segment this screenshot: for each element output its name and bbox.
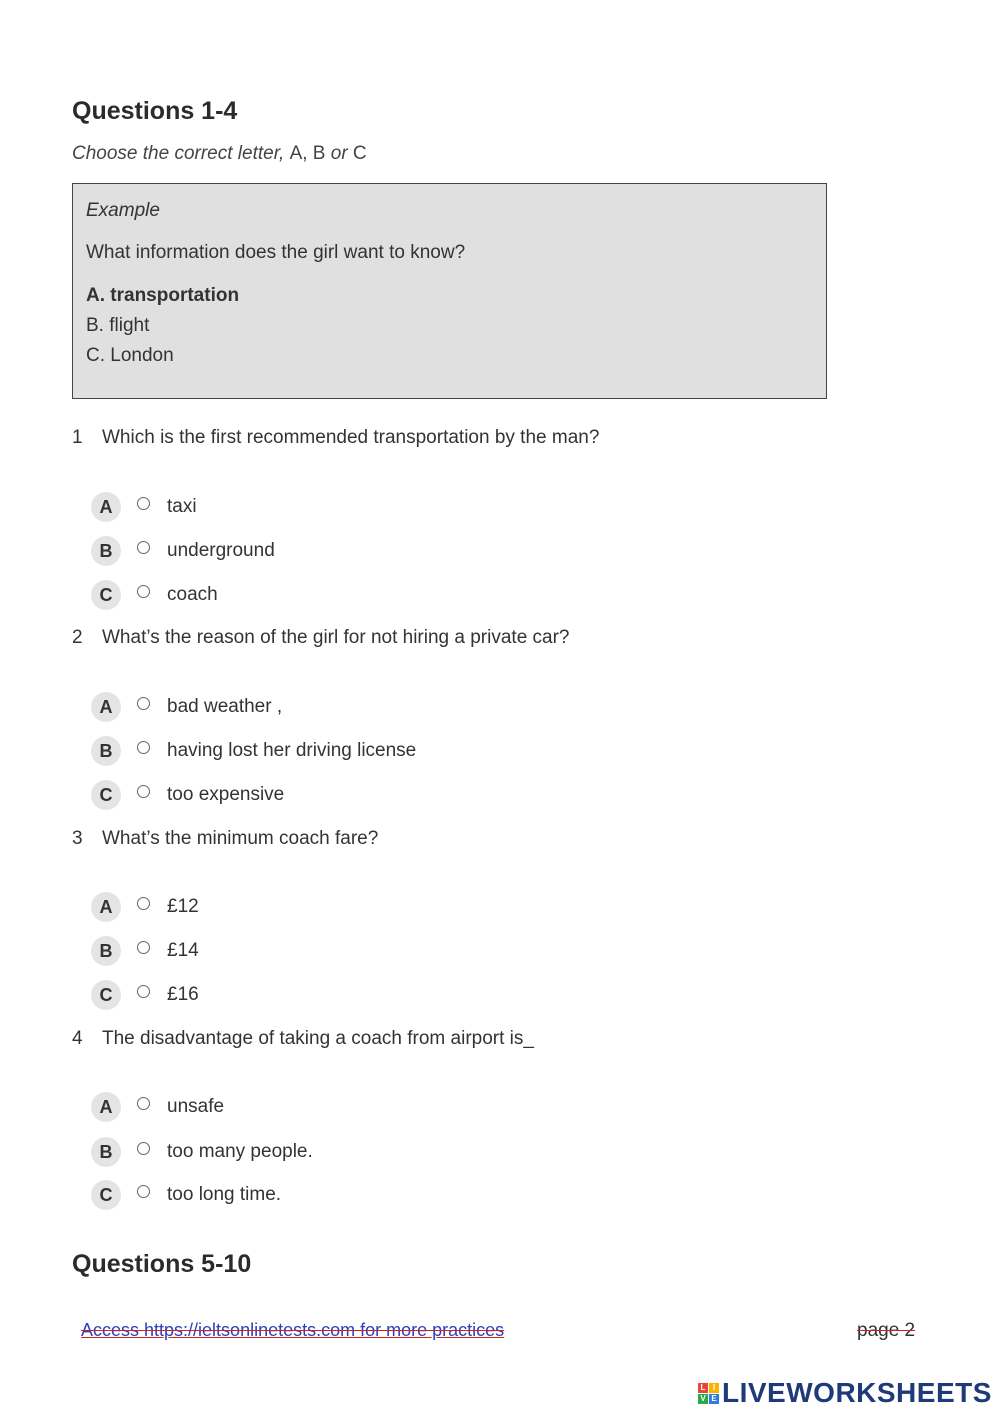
question-1 (72, 427, 599, 449)
radio-button[interactable] (137, 985, 150, 998)
logo-mark-cell: E (709, 1394, 719, 1404)
page-number: page 2 (857, 1320, 916, 1341)
option-1c[interactable] (91, 579, 218, 611)
option-text: too expensive (167, 784, 285, 805)
letter-badge: C (91, 580, 121, 610)
letter-badge: A (91, 1092, 121, 1122)
radio-button[interactable] (137, 1097, 150, 1110)
example-question: What information does the girl want to know? (86, 242, 466, 263)
radio-button[interactable] (137, 941, 150, 954)
logo-mark-icon (698, 1383, 719, 1404)
question-text: What’s the reason of the girl for not hiring a private car? (102, 627, 570, 648)
section-title: Questions 5-10 (72, 1250, 252, 1278)
letter-badge: C (91, 1180, 121, 1210)
example-option-c: C. London (86, 345, 174, 366)
option-4c[interactable] (91, 1179, 281, 1211)
example-label: Example (86, 200, 160, 221)
option-text: £12 (167, 896, 199, 917)
radio-button[interactable] (137, 497, 150, 510)
radio-button[interactable] (137, 697, 150, 710)
radio-button[interactable] (137, 897, 150, 910)
question-4 (72, 1028, 534, 1050)
question-number: 3 (72, 828, 83, 849)
logo-mark-cell: I (709, 1383, 719, 1393)
radio-button[interactable] (137, 1142, 150, 1155)
option-text: having lost her driving license (167, 740, 417, 761)
example-option-a: A. transportation (86, 285, 240, 306)
question-number: 1 (72, 427, 83, 448)
letter-badge: B (91, 736, 121, 766)
option-4a[interactable] (91, 1091, 224, 1123)
instruction-text: Choose the correct letter, A, B or C (72, 143, 367, 164)
question-2 (72, 627, 570, 649)
practice-link[interactable]: Access https://ieltsonlinetests.com for more practices (81, 1320, 505, 1340)
option-text: too many people. (167, 1141, 313, 1162)
logo-mark-cell: L (698, 1383, 708, 1393)
example-option-b: B. flight (86, 315, 150, 336)
radio-button[interactable] (137, 1185, 150, 1198)
radio-button[interactable] (137, 785, 150, 798)
question-text: The disadvantage of taking a coach from airport is_ (102, 1028, 534, 1049)
option-1a[interactable] (91, 491, 197, 523)
brand-name: LIVEWORKSHEETS (722, 1377, 992, 1408)
option-text: £16 (167, 984, 199, 1005)
letter-badge: A (91, 892, 121, 922)
letter-badge: A (91, 692, 121, 722)
option-3b[interactable] (91, 935, 199, 967)
option-text: coach (167, 584, 218, 605)
option-2c[interactable] (91, 779, 284, 811)
letter-badge: C (91, 980, 121, 1010)
letter-badge: A (91, 492, 121, 522)
question-3 (72, 828, 378, 850)
question-number: 4 (72, 1028, 83, 1049)
option-3c[interactable] (91, 979, 199, 1011)
letter-badge: B (91, 1137, 121, 1167)
letter-badge: B (91, 536, 121, 566)
option-text: £14 (167, 940, 199, 961)
option-3a[interactable] (91, 891, 199, 923)
option-1b[interactable] (91, 535, 275, 567)
letter-badge: C (91, 780, 121, 810)
radio-button[interactable] (137, 541, 150, 554)
question-text: What’s the minimum coach fare? (102, 828, 379, 849)
radio-button[interactable] (137, 585, 150, 598)
example-box (72, 183, 827, 399)
letter-badge: B (91, 936, 121, 966)
option-text: unsafe (167, 1096, 225, 1117)
option-2a[interactable] (91, 691, 282, 723)
section-title: Questions 1-4 (72, 97, 238, 125)
option-text: taxi (167, 496, 197, 517)
radio-button[interactable] (137, 741, 150, 754)
option-text: bad weather , (167, 696, 283, 717)
option-4b[interactable] (91, 1136, 313, 1168)
question-text: Which is the first recommended transportation by the man? (102, 427, 600, 448)
question-number: 2 (72, 627, 83, 648)
option-text: underground (167, 540, 275, 561)
liveworksheets-logo (698, 1377, 992, 1409)
logo-mark-cell: V (698, 1394, 708, 1404)
option-2b[interactable] (91, 735, 416, 767)
option-text: too long time. (167, 1184, 282, 1205)
